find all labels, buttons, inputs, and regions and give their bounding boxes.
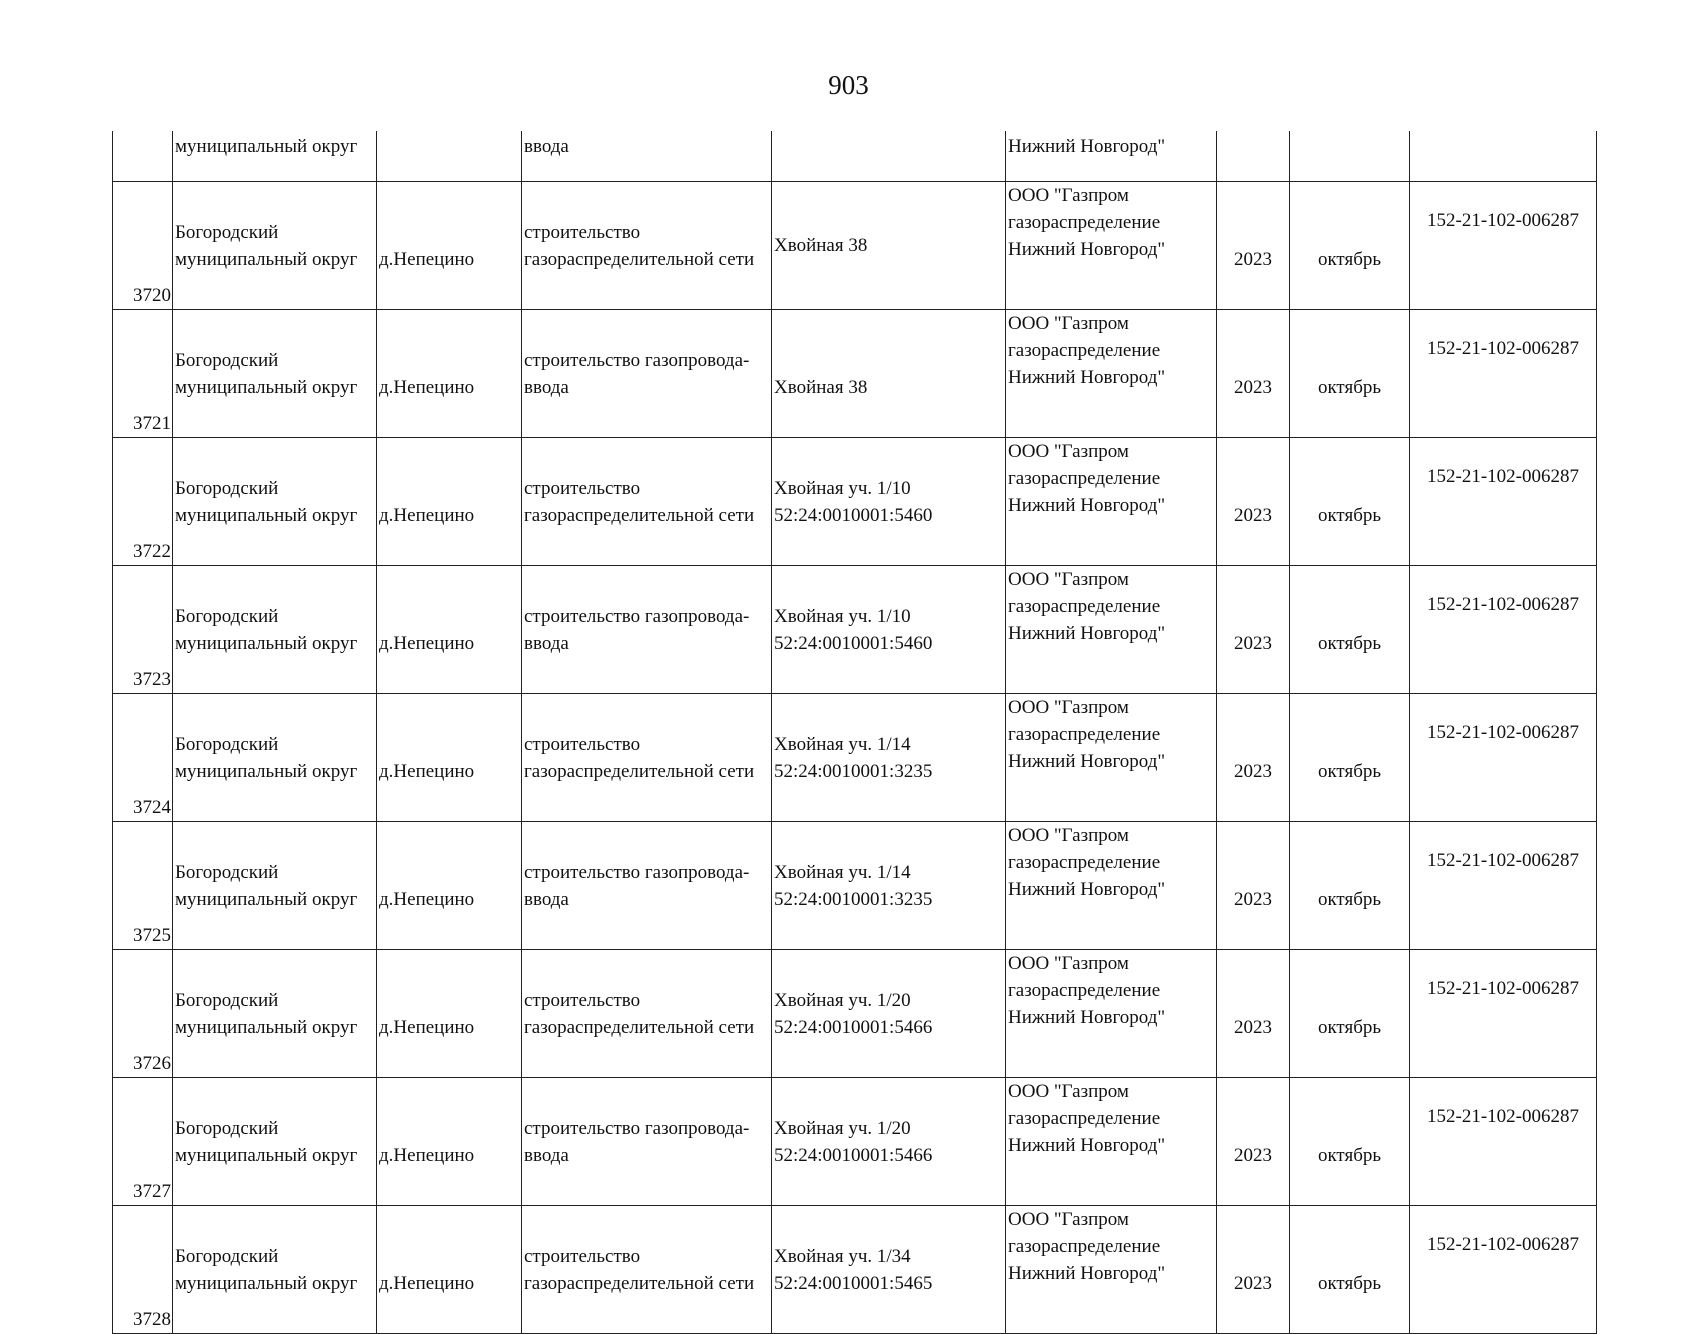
address-cell (772, 1078, 1006, 1206)
cont-work: ввода (524, 136, 569, 157)
organization-line: газораспределение (1008, 468, 1161, 489)
work-type-line: газораспределительной сети (524, 504, 755, 526)
year-cell (1217, 1206, 1290, 1334)
row-number-cell (113, 182, 173, 310)
organization-line: Нижний Новгород" (1008, 1135, 1166, 1156)
address-cell (772, 694, 1006, 822)
locality: д.Непецино (379, 504, 475, 526)
year-cell (1217, 566, 1290, 694)
code-cell (1410, 566, 1597, 694)
year: 2023 (1234, 248, 1272, 270)
locality: д.Непецино (379, 888, 475, 910)
district-cell (173, 1078, 377, 1206)
year: 2023 (1234, 376, 1272, 398)
organization-line: газораспределение (1008, 596, 1161, 617)
work-type-cell (522, 822, 772, 950)
locality-cell (377, 694, 522, 822)
row-number-cell (113, 566, 173, 694)
month-cell (1290, 310, 1410, 438)
year: 2023 (1234, 760, 1272, 782)
locality-cell (377, 566, 522, 694)
district-line: муниципальный округ (175, 760, 358, 782)
address-cell (772, 310, 1006, 438)
row-number-cell (113, 310, 173, 438)
registration-code: 152-21-102-006287 (1427, 594, 1579, 615)
work-type-cell (522, 1206, 772, 1334)
gasification-table (112, 131, 1597, 1334)
code-cell (1410, 1078, 1597, 1206)
district-line: Богородский (175, 733, 279, 755)
address-line: 52:24:0010001:5460 (774, 632, 933, 654)
address-line: 52:24:0010001:3235 (774, 760, 933, 782)
table-row (113, 1206, 1597, 1334)
district-line: муниципальный округ (175, 504, 358, 526)
district-line: муниципальный округ (175, 1272, 358, 1294)
organization-line: Нижний Новгород" (1008, 239, 1166, 260)
month: октябрь (1317, 1016, 1382, 1038)
year: 2023 (1234, 1016, 1272, 1038)
organization-line: газораспределение (1008, 980, 1161, 1001)
code-cell (1410, 310, 1597, 438)
work-type-cell (522, 438, 772, 566)
month: октябрь (1317, 248, 1382, 270)
work-type-line: ввода (524, 632, 569, 654)
locality: д.Непецино (379, 248, 475, 270)
organization-cell (1006, 566, 1217, 694)
locality-cell (377, 950, 522, 1078)
organization-line: Нижний Новгород" (1008, 1007, 1166, 1028)
district-line: муниципальный округ (175, 1144, 358, 1166)
address-line: Хвойная 38 (774, 376, 868, 398)
address-cell (772, 950, 1006, 1078)
organization-cell (1006, 182, 1217, 310)
cont-address-cell (772, 131, 1006, 182)
locality-cell (377, 182, 522, 310)
month: октябрь (1317, 1272, 1382, 1294)
code-cell (1410, 822, 1597, 950)
month-cell (1290, 822, 1410, 950)
month-cell (1290, 950, 1410, 1078)
table-row (113, 822, 1597, 950)
work-type-line: строительство газопровода- (524, 1117, 750, 1139)
address-line: Хвойная уч. 1/14 (774, 861, 911, 883)
month-cell (1290, 1206, 1410, 1334)
month-cell (1290, 1078, 1410, 1206)
table-row (113, 694, 1597, 822)
organization-cell (1006, 310, 1217, 438)
organization-line: ООО "Газпром (1008, 441, 1129, 462)
cont-district: муниципальный округ (175, 136, 358, 157)
work-type-line: строительство (524, 733, 641, 755)
organization-line: Нижний Новгород" (1008, 367, 1166, 388)
district-cell (173, 438, 377, 566)
month: октябрь (1317, 760, 1382, 782)
table-row (113, 1078, 1597, 1206)
work-type-line: строительство газопровода- (524, 605, 750, 627)
work-type-cell (522, 310, 772, 438)
district-line: Богородский (175, 861, 279, 883)
organization-line: ООО "Газпром (1008, 185, 1129, 206)
address-cell (772, 822, 1006, 950)
district-cell (173, 182, 377, 310)
organization-line: Нижний Новгород" (1008, 751, 1166, 772)
district-line: Богородский (175, 349, 279, 371)
organization-line: газораспределение (1008, 212, 1161, 233)
year: 2023 (1234, 632, 1272, 654)
row-number-cell (113, 950, 173, 1078)
year-cell (1217, 438, 1290, 566)
work-type-line: строительство (524, 477, 641, 499)
district-line: муниципальный округ (175, 632, 358, 654)
district-line: Богородский (175, 1245, 279, 1267)
registration-code: 152-21-102-006287 (1427, 1106, 1579, 1127)
address-line: Хвойная 38 (774, 235, 868, 256)
page-number: 903 (828, 70, 869, 100)
organization-cell (1006, 438, 1217, 566)
year-cell (1217, 182, 1290, 310)
district-line: Богородский (175, 989, 279, 1011)
address-line: Хвойная уч. 1/34 (774, 1245, 911, 1267)
locality: д.Непецино (379, 632, 475, 654)
district-line: муниципальный округ (175, 888, 358, 910)
registration-code: 152-21-102-006287 (1427, 978, 1579, 999)
address-cell (772, 182, 1006, 310)
month: октябрь (1317, 632, 1382, 654)
cont-num-cell (113, 131, 173, 182)
row-number: 3722 (133, 541, 171, 562)
row-number: 3725 (133, 925, 171, 946)
continuation-row (113, 131, 1597, 182)
address-cell (772, 1206, 1006, 1334)
code-cell (1410, 950, 1597, 1078)
address-line: 52:24:0010001:5466 (774, 1144, 933, 1166)
organization-line: ООО "Газпром (1008, 953, 1129, 974)
month-cell (1290, 694, 1410, 822)
work-type-line: газораспределительной сети (524, 248, 755, 270)
work-type-line: строительство (524, 989, 641, 1011)
address-line: 52:24:0010001:5466 (774, 1016, 933, 1038)
locality: д.Непецино (379, 760, 475, 782)
organization-line: ООО "Газпром (1008, 825, 1129, 846)
district-line: Богородский (175, 477, 279, 499)
row-number: 3726 (133, 1053, 171, 1074)
organization-cell (1006, 950, 1217, 1078)
month-cell (1290, 438, 1410, 566)
work-type-cell (522, 950, 772, 1078)
year: 2023 (1234, 1144, 1272, 1166)
row-number: 3728 (133, 1309, 171, 1330)
registration-code: 152-21-102-006287 (1427, 850, 1579, 871)
district-line: муниципальный округ (175, 1016, 358, 1038)
organization-line: газораспределение (1008, 1108, 1161, 1129)
district-line: Богородский (175, 1117, 279, 1139)
work-type-line: строительство (524, 1245, 641, 1267)
address-line: Хвойная уч. 1/10 (774, 477, 911, 499)
organization-line: Нижний Новгород" (1008, 623, 1166, 644)
district-cell (173, 694, 377, 822)
cont-code-cell (1410, 131, 1597, 182)
row-number: 3723 (133, 669, 171, 690)
district-line: Богородский (175, 605, 279, 627)
address-line: 52:24:0010001:5465 (774, 1272, 933, 1294)
row-number-cell (113, 822, 173, 950)
locality-cell (377, 1206, 522, 1334)
table-row (113, 950, 1597, 1078)
locality: д.Непецино (379, 1016, 475, 1038)
month-cell (1290, 566, 1410, 694)
locality: д.Непецино (379, 376, 475, 398)
district-line: муниципальный округ (175, 376, 358, 398)
row-number: 3720 (133, 285, 171, 306)
locality-cell (377, 310, 522, 438)
year: 2023 (1234, 504, 1272, 526)
address-line (774, 347, 1003, 374)
organization-line: газораспределение (1008, 852, 1161, 873)
year: 2023 (1234, 888, 1272, 910)
row-number: 3724 (133, 797, 171, 818)
code-cell (1410, 1206, 1597, 1334)
month: октябрь (1317, 376, 1382, 398)
district-cell (173, 310, 377, 438)
cont-locality-cell (377, 131, 522, 182)
month: октябрь (1317, 504, 1382, 526)
district-cell (173, 1206, 377, 1334)
organization-line: Нижний Новгород" (1008, 1263, 1166, 1284)
work-type-cell (522, 182, 772, 310)
work-type-line: ввода (524, 1144, 569, 1166)
year-cell (1217, 694, 1290, 822)
table-row (113, 310, 1597, 438)
organization-line: ООО "Газпром (1008, 313, 1129, 334)
address-line: 52:24:0010001:3235 (774, 888, 933, 910)
registration-code: 152-21-102-006287 (1427, 210, 1579, 231)
district-cell (173, 566, 377, 694)
month: октябрь (1317, 888, 1382, 910)
table-body (113, 131, 1597, 1334)
district-cell (173, 822, 377, 950)
district-cell (173, 950, 377, 1078)
cont-month-cell (1290, 131, 1410, 182)
row-number: 3721 (133, 413, 171, 434)
table-row (113, 566, 1597, 694)
organization-line: газораспределение (1008, 724, 1161, 745)
locality: д.Непецино (379, 1144, 475, 1166)
address-line: Хвойная уч. 1/20 (774, 989, 911, 1011)
organization-cell (1006, 822, 1217, 950)
cont-org-cell (1006, 131, 1217, 182)
table-row (113, 182, 1597, 310)
work-type-line: газораспределительной сети (524, 1016, 755, 1038)
locality-cell (377, 438, 522, 566)
table-row (113, 438, 1597, 566)
registration-code: 152-21-102-006287 (1427, 338, 1579, 359)
work-type-line: строительство газопровода- (524, 349, 750, 371)
registration-code: 152-21-102-006287 (1427, 1234, 1579, 1255)
organization-line: ООО "Газпром (1008, 1081, 1129, 1102)
row-number-cell (113, 1206, 173, 1334)
year-cell (1217, 310, 1290, 438)
address-line: Хвойная уч. 1/14 (774, 733, 911, 755)
work-type-cell (522, 694, 772, 822)
locality-cell (377, 822, 522, 950)
organization-line: ООО "Газпром (1008, 1209, 1129, 1230)
row-number-cell (113, 694, 173, 822)
cont-work-cell (522, 131, 772, 182)
year-cell (1217, 950, 1290, 1078)
month: октябрь (1317, 1144, 1382, 1166)
work-type-line: газораспределительной сети (524, 760, 755, 782)
code-cell (1410, 694, 1597, 822)
row-number-cell (113, 1078, 173, 1206)
work-type-cell (522, 1078, 772, 1206)
organization-cell (1006, 1206, 1217, 1334)
organization-line: газораспределение (1008, 340, 1161, 361)
organization-cell (1006, 1078, 1217, 1206)
work-type-line: ввода (524, 376, 569, 398)
district-line: Богородский (175, 221, 279, 243)
registration-code: 152-21-102-006287 (1427, 722, 1579, 743)
work-type-cell (522, 566, 772, 694)
work-type-line: газораспределительной сети (524, 1272, 755, 1294)
code-cell (1410, 182, 1597, 310)
month-cell (1290, 182, 1410, 310)
organization-line: газораспределение (1008, 1236, 1161, 1257)
year-cell (1217, 822, 1290, 950)
address-cell (772, 438, 1006, 566)
registration-code: 152-21-102-006287 (1427, 466, 1579, 487)
row-number: 3727 (133, 1181, 171, 1202)
work-type-line: строительство газопровода- (524, 861, 750, 883)
work-type-line: ввода (524, 888, 569, 910)
row-number-cell (113, 438, 173, 566)
address-cell (772, 566, 1006, 694)
year-cell (1217, 1078, 1290, 1206)
locality-cell (377, 1078, 522, 1206)
locality: д.Непецино (379, 1272, 475, 1294)
organization-cell (1006, 694, 1217, 822)
code-cell (1410, 438, 1597, 566)
organization-line: ООО "Газпром (1008, 569, 1129, 590)
address-line: 52:24:0010001:5460 (774, 504, 933, 526)
cont-org: Нижний Новгород" (1008, 136, 1166, 157)
organization-line: Нижний Новгород" (1008, 879, 1166, 900)
cont-district-cell (173, 131, 377, 182)
organization-line: ООО "Газпром (1008, 697, 1129, 718)
cont-year-cell (1217, 131, 1290, 182)
address-line: Хвойная уч. 1/10 (774, 605, 911, 627)
district-line: муниципальный округ (175, 248, 358, 270)
address-line: Хвойная уч. 1/20 (774, 1117, 911, 1139)
work-type-line: строительство (524, 221, 641, 243)
year: 2023 (1234, 1272, 1272, 1294)
organization-line: Нижний Новгород" (1008, 495, 1166, 516)
